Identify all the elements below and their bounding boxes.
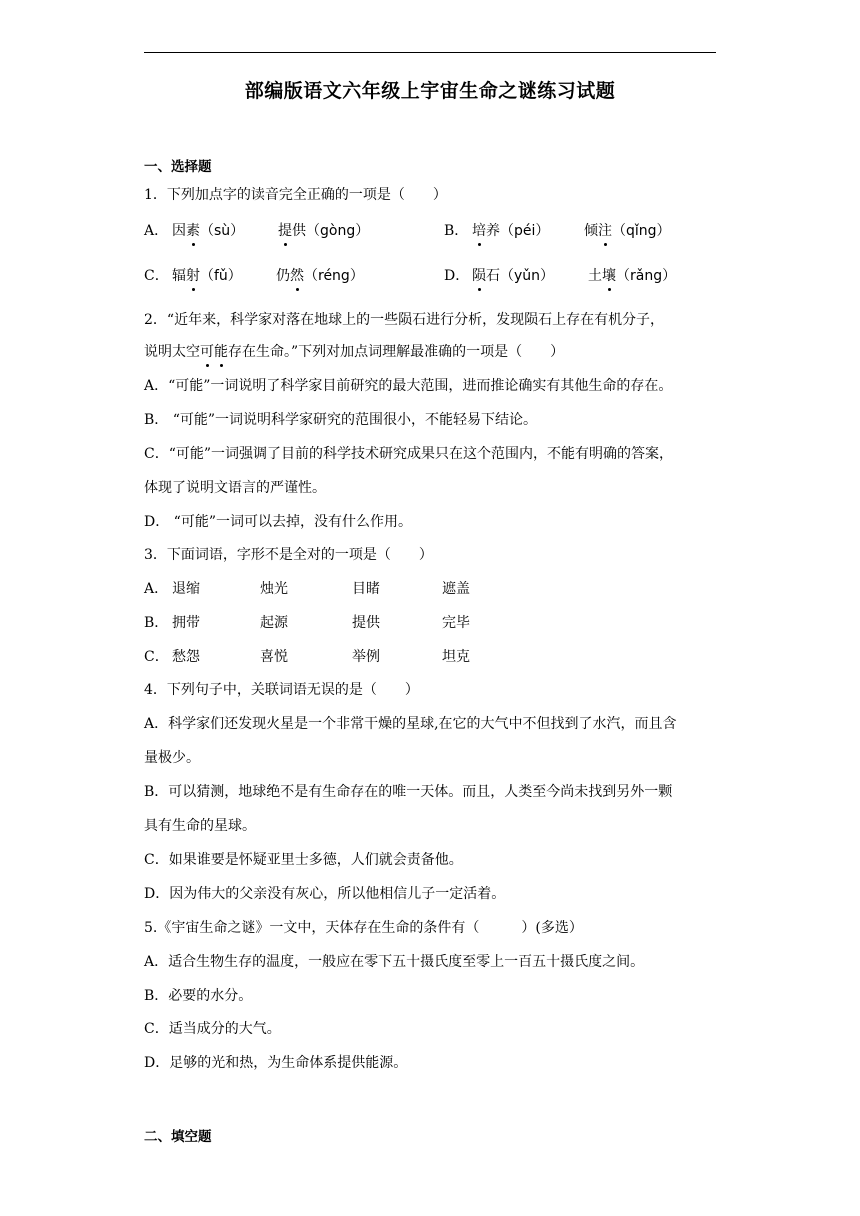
option-d-word2: 土壤（rǎng） bbox=[588, 268, 677, 284]
question-1-stem: 1．下列加点字的读音完全正确的一项是（ ） bbox=[144, 187, 447, 203]
question-2-option-a: A．“可能”一词说明了科学家目前研究的最大范围，进而推论确实有其他生命的存在。 bbox=[144, 378, 673, 394]
word: 烛光 bbox=[260, 581, 288, 597]
question-1-row-cd bbox=[144, 266, 716, 288]
section-heading-choice: 一、选择题 bbox=[144, 159, 212, 175]
option-b-word1: 培养（péi） bbox=[472, 223, 550, 239]
word: 喜悦 bbox=[260, 649, 288, 665]
question-3-stem: 3．下面词语，字形不是全对的一项是（ ） bbox=[144, 547, 433, 563]
question-2-option-d: D． “可能”一词可以去掉，没有什么作用。 bbox=[144, 514, 412, 530]
page-title: 部编版语文六年级上宇宙生命之谜练习试题 bbox=[244, 80, 616, 102]
question-4-option-d: D．因为伟大的父亲没有灰心，所以他相信儿子一定活着。 bbox=[144, 886, 506, 902]
question-3-option-b: B． 拥带 起源 提供 完毕 bbox=[144, 615, 470, 631]
header-rule bbox=[144, 52, 716, 53]
option-c-word1: 辐射（fǔ） bbox=[172, 268, 242, 284]
question-2-option-c-line1: C．“可能”一词强调了目前的科学技术研究成果只在这个范围内，不能有明确的答案， bbox=[144, 446, 674, 462]
word: 完毕 bbox=[442, 615, 470, 631]
word: 坦克 bbox=[442, 649, 470, 665]
option-b-label: B． bbox=[444, 223, 469, 239]
question-5-option-d: D．足够的光和热，为生命体系提供能源。 bbox=[144, 1055, 408, 1071]
question-5-option-b: B．必要的水分。 bbox=[144, 988, 253, 1004]
word: 拥带 bbox=[172, 615, 200, 631]
word: 遮盖 bbox=[442, 581, 470, 597]
question-2-stem-line2: 说明太空可能存在生命。”下列对加点词理解最准确的一项是（ ） bbox=[144, 344, 565, 360]
question-1-row-ab bbox=[144, 221, 716, 243]
question-5-stem: 5.《宇宙生命之谜》一文中，天体存在生命的条件有（ ）(多选） bbox=[144, 920, 583, 936]
question-4-option-c: C．如果谁要是怀疑亚里士多德，人们就会责备他。 bbox=[144, 852, 463, 868]
question-3-option-c: C． 愁怨 喜悦 举例 坦克 bbox=[144, 649, 470, 665]
word: 退缩 bbox=[172, 581, 200, 597]
question-2-option-c-line2: 体现了说明文语言的严谨性。 bbox=[144, 480, 326, 496]
word: 提供 bbox=[352, 615, 380, 631]
question-5-option-a: A．适合生物生存的温度，一般应在零下五十摄氏度至零上一百五十摄氏度之间。 bbox=[144, 954, 645, 970]
section-heading-fill: 二、填空题 bbox=[144, 1129, 212, 1145]
word: 愁怨 bbox=[172, 649, 200, 665]
question-4-option-b-line1: B．可以猜测，地球绝不是有生命存在的唯一天体。而且，人类至今尚未找到另外一颗 bbox=[144, 784, 673, 800]
question-2-stem-line1: 2．“近年来，科学家对落在地球上的一些陨石进行分析，发现陨石上存在有机分子， bbox=[144, 312, 665, 328]
option-a-word2: 提供（gòng） bbox=[278, 223, 370, 239]
question-4-option-b-line2: 具有生命的星球。 bbox=[144, 818, 256, 834]
question-4-option-a-line1: A．科学家们还发现火星是一个非常干燥的星球,在它的大气中不但找到了水汽，而且含 bbox=[144, 716, 677, 732]
option-c-word2: 仍然（réng） bbox=[276, 268, 364, 284]
option-c-label: C． bbox=[144, 268, 169, 284]
word: 举例 bbox=[352, 649, 380, 665]
option-a-label: A． bbox=[144, 223, 169, 239]
question-2-option-b: B． “可能”一词说明科学家研究的范围很小，不能轻易下结论。 bbox=[144, 412, 538, 428]
option-a-word1: 因素（sù） bbox=[172, 223, 245, 239]
question-3-option-a: A． 退缩 烛光 目睹 遮盖 bbox=[144, 581, 470, 597]
word: 目睹 bbox=[352, 581, 380, 597]
option-d-label: D． bbox=[444, 268, 470, 284]
option-d-word1: 陨石（yǔn） bbox=[472, 268, 555, 284]
option-b-word2: 倾注（qǐng） bbox=[584, 223, 671, 239]
word: 起源 bbox=[260, 615, 288, 631]
question-4-stem: 4．下列句子中，关联词语无误的是（ ） bbox=[144, 682, 419, 698]
question-4-option-a-line2: 量极少。 bbox=[144, 750, 200, 766]
question-5-option-c: C．适当成分的大气。 bbox=[144, 1021, 281, 1037]
